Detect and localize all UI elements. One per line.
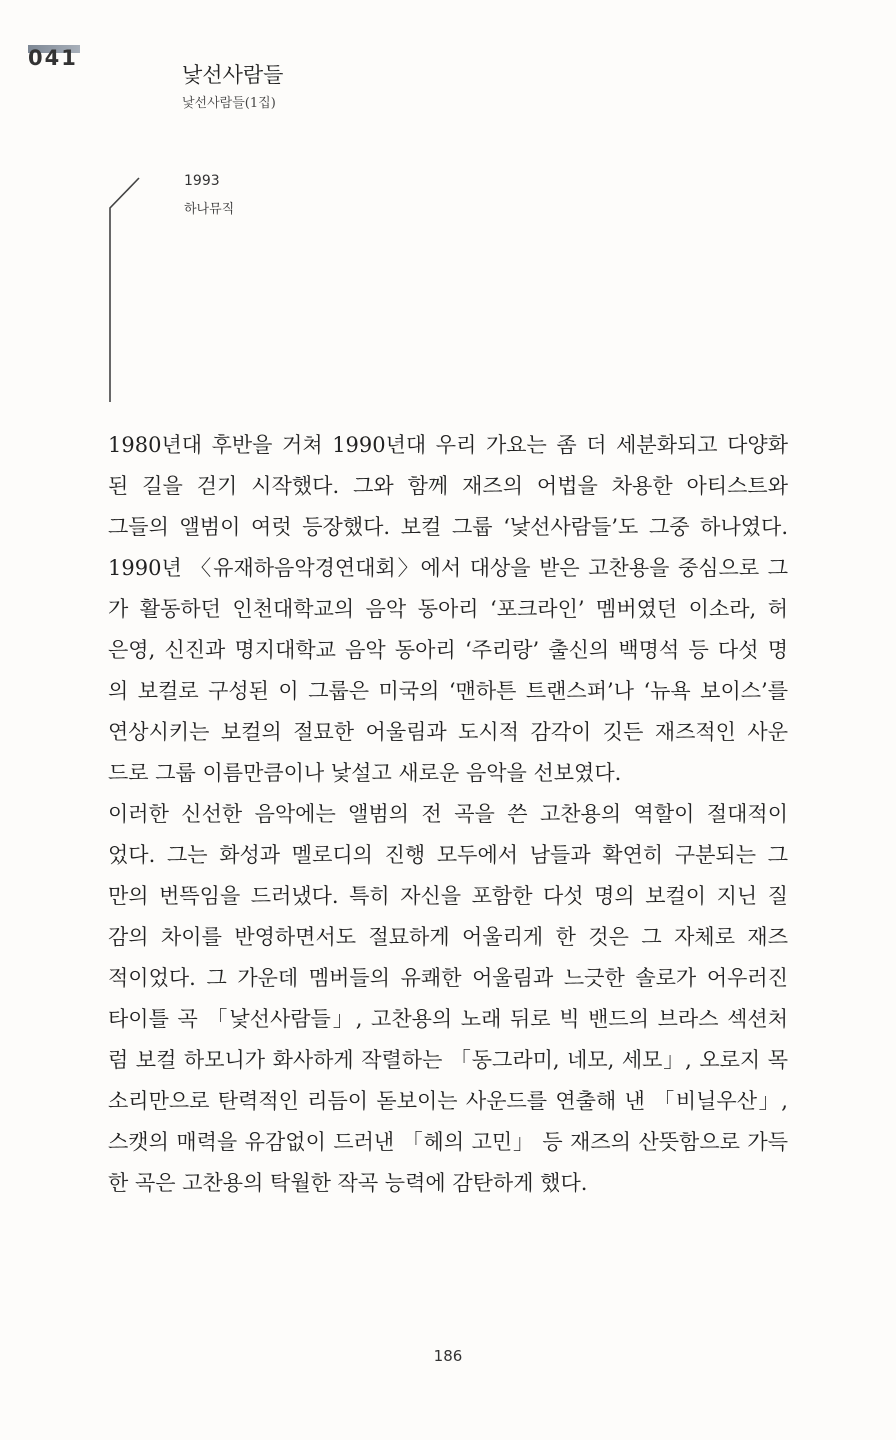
body-line: 1990년 〈유재하음악경연대회〉에서 대상을 받은 고찬용을 중심으로 그: [108, 556, 788, 580]
body-line: 스캣의 매력을 유감없이 드러낸 「헤의 고민」 등 재즈의 산뜻함으로 가득: [108, 1130, 788, 1154]
decorative-bracket-line: [105, 176, 145, 406]
body-line: 그들의 앨범이 여럿 등장했다. 보컬 그룹 ‘낯선사람들’도 그중 하나였다.: [108, 515, 788, 539]
body-line: 은영, 신진과 명지대학교 음악 동아리 ‘주리랑’ 출신의 백명석 등 다섯 명: [108, 638, 788, 662]
body-line: 1980년대 후반을 거쳐 1990년대 우리 가요는 좀 더 세분화되고 다양화: [108, 433, 788, 457]
body-line: 만의 번뜩임을 드러냈다. 특히 자신을 포함한 다섯 명의 보컬이 지닌 질: [108, 884, 788, 908]
body-line: 의 보컬로 구성된 이 그룹은 미국의 ‘맨하튼 트랜스퍼’나 ‘뉴욕 보이스’를: [108, 679, 788, 703]
release-year: 1993: [184, 173, 220, 189]
body-line: 가 활동하던 인천대학교의 음악 동아리 ‘포크라인’ 멤버였던 이소라, 허: [108, 597, 788, 621]
body-line: 타이틀 곡 「낯선사람들」, 고찬용의 노래 뒤로 빅 밴드의 브라스 섹션처: [108, 1007, 788, 1031]
body-line: 한 곡은 고찬용의 탁월한 작곡 능력에 감탄하게 했다.: [108, 1171, 588, 1195]
body-line: 감의 차이를 반영하면서도 절묘하게 어울리게 한 것은 그 자체로 재즈: [108, 925, 788, 949]
body-text: [108, 425, 788, 1204]
entry-number: 041: [28, 46, 78, 70]
page-number: 186: [433, 1347, 463, 1365]
body-line: 소리만으로 탄력적인 리듬이 돋보이는 사운드를 연출해 낸 「비닐우산」,: [108, 1089, 788, 1113]
body-line: 된 길을 걷기 시작했다. 그와 함께 재즈의 어법을 차용한 아티스트와: [108, 474, 788, 498]
record-label: 하나뮤직: [184, 202, 235, 217]
album-subtitle: 낯선사람들(1집): [182, 96, 276, 111]
body-line: 드로 그룹 이름만큼이나 낯설고 새로운 음악을 선보였다.: [108, 761, 622, 785]
body-line: 럼 보컬 하모니가 화사하게 작렬하는 「동그라미, 네모, 세모」, 오로지 목: [108, 1048, 788, 1072]
body-line: 연상시키는 보컬의 절묘한 어울림과 도시적 감각이 깃든 재즈적인 사운: [108, 720, 788, 744]
body-line: 었다. 그는 화성과 멜로디의 진행 모두에서 남들과 확연히 구분되는 그: [108, 843, 788, 867]
body-line: 이러한 신선한 음악에는 앨범의 전 곡을 쓴 고찬용의 역할이 절대적이: [108, 802, 788, 826]
album-title: 낯선사람들: [182, 63, 284, 87]
body-line: 적이었다. 그 가운데 멤버들의 유쾌한 어울림과 느긋한 솔로가 어우러진: [108, 966, 788, 990]
